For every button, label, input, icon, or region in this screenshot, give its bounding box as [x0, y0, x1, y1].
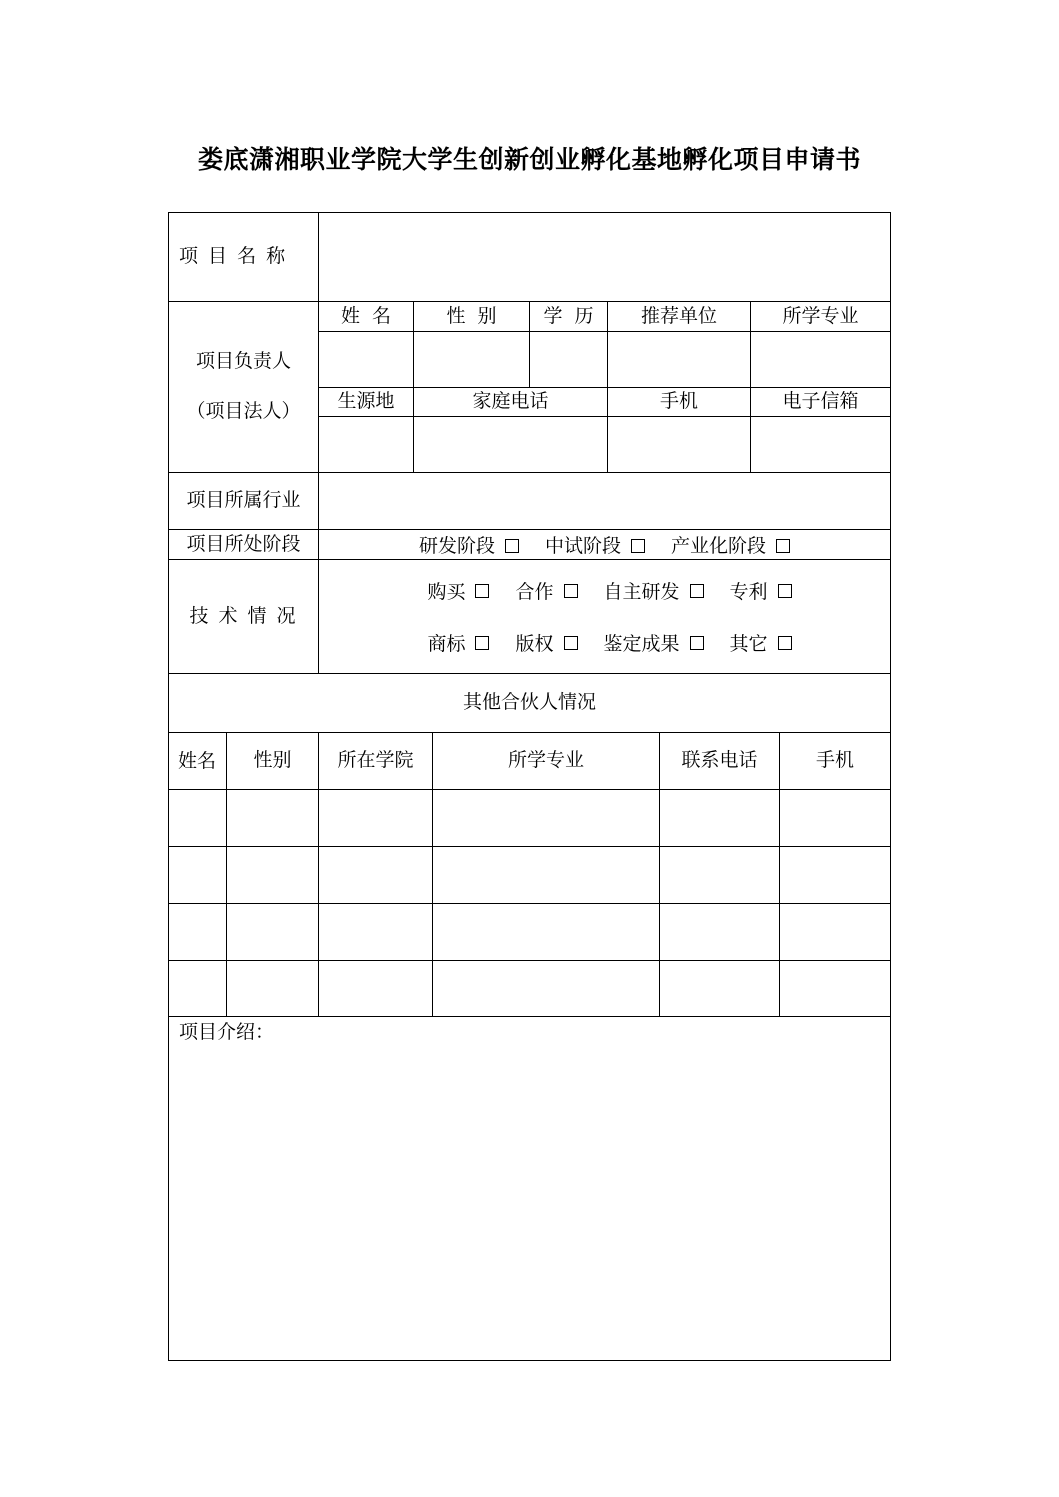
leader-recommender-field[interactable] [608, 332, 750, 387]
checkbox[interactable] [475, 584, 489, 598]
leader-major-field[interactable] [751, 332, 890, 387]
checkbox[interactable] [564, 584, 578, 598]
stage-label: 项目所处阶段 [186, 532, 301, 555]
tech-option-cooperation[interactable] [515, 577, 603, 604]
intro-label: 项目介绍： [179, 1021, 275, 1044]
tech-option-purchase[interactable] [427, 577, 515, 604]
stage-option-rnd[interactable] [419, 531, 545, 558]
checkbox[interactable] [690, 636, 704, 650]
tech-options-row2 [319, 627, 890, 657]
row-divider [168, 1016, 891, 1017]
tech-option-self-developed[interactable] [604, 577, 730, 604]
stage-options [319, 530, 890, 559]
leader-header-origin: 生源地 [337, 390, 395, 413]
partners-section-title: 其他合伙人情况 [462, 691, 596, 714]
partner-header-phone: 联系电话 [681, 749, 758, 772]
tech-option-label: 版权 [515, 632, 554, 655]
stage-option-industrial[interactable] [671, 531, 790, 558]
tech-option-label: 合作 [515, 580, 554, 603]
tech-option-label: 其它 [729, 632, 768, 655]
checkbox[interactable] [778, 636, 792, 650]
partner-row-4[interactable] [169, 961, 890, 1016]
checkbox[interactable] [631, 539, 645, 553]
tech-option-trademark[interactable] [427, 629, 515, 656]
partner-row-1[interactable] [169, 790, 890, 846]
stage-option-label: 研发阶段 [418, 535, 495, 557]
leader-label-line1: 项目负责人 [195, 350, 291, 373]
partner-header-mobile: 手机 [815, 749, 854, 772]
industry-field[interactable] [319, 473, 890, 529]
checkbox[interactable] [564, 636, 578, 650]
leader-origin-field[interactable] [319, 417, 413, 472]
table-border-right [890, 212, 891, 1361]
leader-home-phone-field[interactable] [414, 417, 607, 472]
partner-header-gender: 性别 [253, 749, 292, 772]
tech-option-label: 购买 [427, 580, 466, 603]
tech-option-label: 专利 [729, 580, 768, 603]
stage-option-pilot[interactable] [545, 531, 671, 558]
checkbox[interactable] [690, 584, 704, 598]
stage-option-label: 产业化阶段 [671, 535, 767, 557]
tech-option-label: 自主研发 [603, 580, 680, 603]
leader-header-mobile: 手机 [659, 390, 698, 413]
leader-header-gender: 性 别 [446, 304, 497, 327]
leader-header-home-phone: 家庭电话 [472, 390, 549, 413]
project-name-label: 项 目 名 称 [179, 245, 288, 268]
stage-option-label: 中试阶段 [544, 535, 621, 557]
partner-header-major: 所学专业 [507, 749, 584, 772]
tech-option-copyright[interactable] [515, 629, 603, 656]
partner-header-college: 所在学院 [337, 749, 414, 772]
leader-header-name: 姓 名 [340, 304, 392, 327]
partner-row-2[interactable] [169, 847, 890, 903]
leader-email-field[interactable] [751, 417, 890, 472]
table-border-bottom [168, 1360, 891, 1361]
leader-label [169, 302, 318, 472]
leader-header-recommender: 推荐单位 [640, 304, 717, 327]
tech-label: 技 术 情 况 [189, 604, 298, 627]
tech-option-patent[interactable] [730, 577, 792, 604]
leader-education-field[interactable] [530, 332, 607, 387]
checkbox[interactable] [776, 539, 790, 553]
checkbox[interactable] [475, 636, 489, 650]
partner-row-3[interactable] [169, 904, 890, 960]
leader-header-major: 所学专业 [782, 304, 859, 327]
page-title: 娄底潇湘职业学院大学生创新创业孵化基地孵化项目申请书 [197, 145, 861, 174]
leader-header-education: 学 历 [543, 304, 594, 327]
leader-header-email: 电子信箱 [782, 390, 859, 413]
tech-option-other[interactable] [730, 629, 792, 656]
leader-gender-field[interactable] [414, 332, 529, 387]
tech-options-row1 [319, 575, 890, 605]
checkbox[interactable] [505, 539, 519, 553]
tech-option-label: 鉴定成果 [603, 632, 680, 655]
leader-label-line2: （项目法人） [186, 400, 301, 422]
project-name-field[interactable] [319, 213, 890, 301]
tech-option-appraisal[interactable] [604, 629, 730, 656]
intro-field[interactable] [169, 1050, 890, 1360]
leader-name-field[interactable] [319, 332, 413, 387]
checkbox[interactable] [778, 584, 792, 598]
tech-option-label: 商标 [427, 632, 466, 655]
leader-mobile-field[interactable] [608, 417, 750, 472]
industry-label: 项目所属行业 [186, 489, 301, 512]
partner-header-name: 姓名 [177, 749, 216, 772]
